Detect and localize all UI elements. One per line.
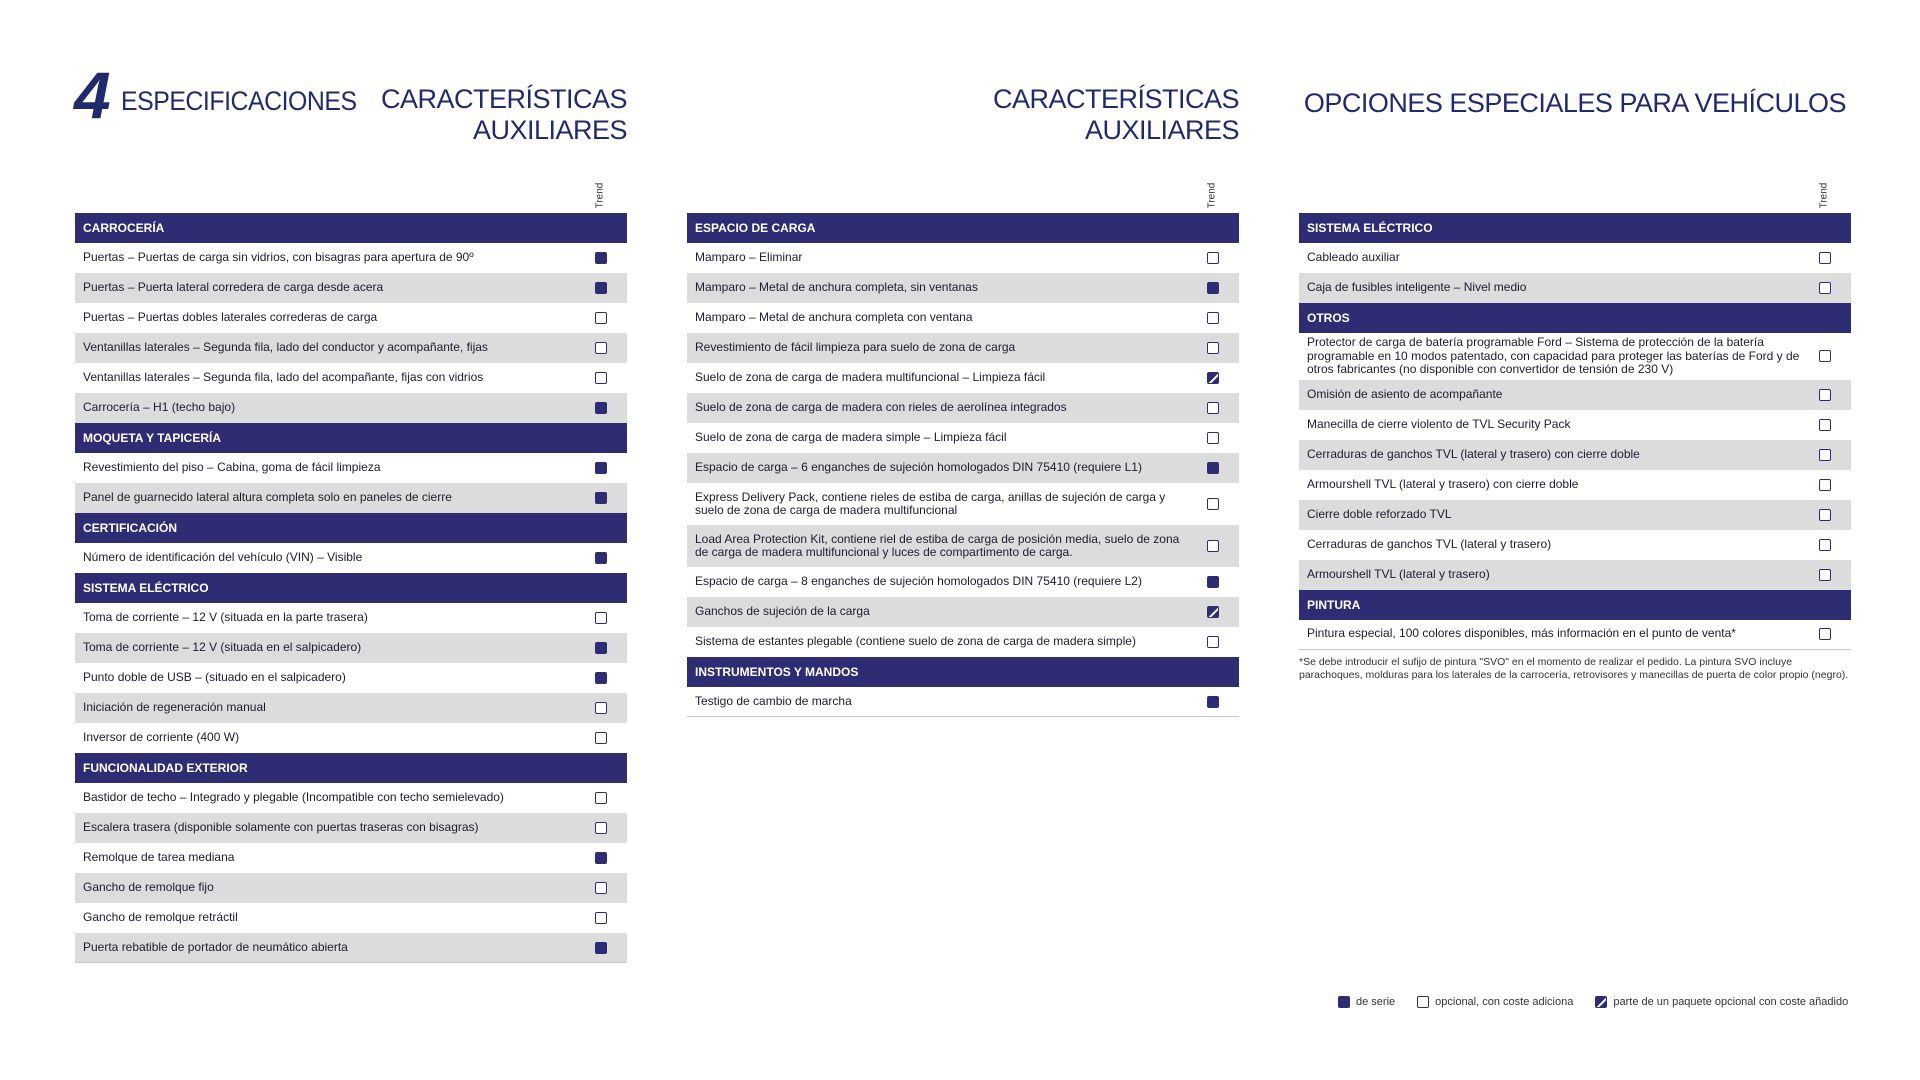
row-label: Cierre doble reforzado TVL xyxy=(1307,506,1452,521)
row-label: Espacio de carga – 8 enganches de sujeción homologados DIN 75410 (requiere L2) xyxy=(695,574,1142,589)
row-label: Load Area Protection Kit, contiene riel de estiba de carga de posición media, suelo de zona de carga de madera multifuncional y luces de compartimento de carga. xyxy=(695,531,1180,559)
table-row xyxy=(687,525,1239,567)
table-row xyxy=(1299,243,1851,273)
table-row xyxy=(687,243,1239,273)
table-row xyxy=(75,873,627,903)
optional-marker-icon xyxy=(1819,479,1831,491)
optional-marker-icon xyxy=(1819,628,1831,640)
column-title: OPCIONES ESPECIALES PARA VEHÍCULOS xyxy=(1303,88,1846,118)
table-row xyxy=(75,393,627,423)
table-row xyxy=(687,333,1239,363)
trend-column-label: Trend xyxy=(1818,182,1830,209)
standard-marker-icon xyxy=(595,942,607,954)
row-label: Carrocería – H1 (techo bajo) xyxy=(83,400,236,415)
standard-marker-icon xyxy=(595,462,607,474)
standard-marker-icon xyxy=(595,282,607,294)
table-row xyxy=(75,333,627,363)
chapter-number: 4 xyxy=(74,58,109,132)
table-row xyxy=(75,723,627,753)
table-row xyxy=(687,597,1239,627)
table-row xyxy=(687,687,1239,717)
row-label: Ganchos de sujeción de la carga xyxy=(695,604,870,619)
standard-marker-icon xyxy=(1207,576,1219,588)
optional-marker-icon xyxy=(1207,402,1219,414)
row-label: Gancho de remolque fijo xyxy=(83,880,214,895)
spec-table xyxy=(1299,213,1851,682)
table-row xyxy=(687,453,1239,483)
standard-marker-icon xyxy=(595,672,607,684)
table-row xyxy=(75,453,627,483)
table-row xyxy=(75,363,627,393)
section-header: FUNCIONALIDAD EXTERIOR xyxy=(75,753,627,783)
row-label: Bastidor de techo – Integrado y plegable (Incompatible con techo semielevado) xyxy=(83,790,504,805)
row-label: Revestimiento de fácil limpieza para suelo de zona de carga xyxy=(695,340,1016,355)
table-row xyxy=(75,903,627,933)
optional-marker-icon xyxy=(595,882,607,894)
optional-marker-icon xyxy=(1207,498,1219,510)
table-row xyxy=(1299,273,1851,303)
table-row xyxy=(75,483,627,513)
row-label: Inversor de corriente (400 W) xyxy=(83,730,240,745)
optional-marker-icon xyxy=(595,612,607,624)
section-header: OTROS xyxy=(1299,303,1851,333)
optional-marker-icon xyxy=(595,372,607,384)
optional-marker-icon xyxy=(1207,540,1219,552)
row-label: Mamparo – Eliminar xyxy=(695,250,803,265)
row-label: Toma de corriente – 12 V (situada en la parte trasera) xyxy=(83,610,368,625)
column-title: CARACTERÍSTICAS AUXILIARES xyxy=(380,84,627,145)
row-label: Protector de carga de batería programable Ford – Sistema de protección de la batería programable en 10 modos patentado, con capacidad para proteger las baterías de Ford y de otros fabricantes (no disponible con convertidor de tensión de 230 V) xyxy=(1307,335,1800,376)
row-label: Ventanillas laterales – Segunda fila, lado del acompañante, fijas con vidrios xyxy=(83,370,484,385)
table-row xyxy=(75,843,627,873)
row-label: Gancho de remolque retráctil xyxy=(83,910,238,925)
row-label: Puerta rebatible de portador de neumático abierta xyxy=(83,939,348,954)
table-row xyxy=(75,603,627,633)
standard-marker-icon xyxy=(595,492,607,504)
row-label: Testigo de cambio de marcha xyxy=(695,693,852,708)
optional-marker-icon xyxy=(595,912,607,924)
optional-marker-icon xyxy=(595,732,607,744)
spec-table xyxy=(687,213,1239,717)
row-label: Suelo de zona de carga de madera simple – Limpieza fácil xyxy=(695,430,1007,445)
standard-marker-icon xyxy=(595,552,607,564)
optional-marker-icon xyxy=(1207,342,1219,354)
table-row xyxy=(1299,380,1851,410)
row-label: Remolque de tarea mediana xyxy=(83,850,235,865)
optional-marker-icon xyxy=(1819,350,1831,362)
row-label: Cerraduras de ganchos TVL (lateral y trasero) xyxy=(1307,536,1552,551)
legend-item-standard: de serie xyxy=(1338,996,1395,1008)
optional-marker-icon xyxy=(1417,996,1429,1008)
table-row xyxy=(75,543,627,573)
row-label: Puertas – Puertas dobles laterales correderas de carga xyxy=(83,310,378,325)
table-row xyxy=(687,393,1239,423)
optional-marker-icon xyxy=(1819,569,1831,581)
standard-marker-icon xyxy=(595,252,607,264)
table-row xyxy=(687,627,1239,657)
row-label: Armourshell TVL (lateral y trasero) xyxy=(1307,566,1490,581)
legend-item-package: parte de un paquete opcional con coste añadido xyxy=(1595,996,1848,1008)
row-label: Espacio de carga – 6 enganches de sujeción homologados DIN 75410 (requiere L1) xyxy=(695,460,1142,475)
row-label: Punto doble de USB – (situado en el salpicadero) xyxy=(83,670,346,685)
table-row xyxy=(1299,620,1851,650)
section-header: SISTEMA ELÉCTRICO xyxy=(1299,213,1851,243)
optional-marker-icon xyxy=(1819,539,1831,551)
optional-marker-icon xyxy=(1207,252,1219,264)
standard-marker-icon xyxy=(1338,996,1350,1008)
row-label: Manecilla de cierre violento de TVL Security Pack xyxy=(1307,416,1571,431)
table-row xyxy=(687,483,1239,525)
legend-item-optional: opcional, con coste adiciona xyxy=(1417,996,1573,1008)
table-row xyxy=(75,633,627,663)
row-label: Suelo de zona de carga de madera multifuncional – Limpieza fácil xyxy=(695,370,1046,385)
table-row xyxy=(1299,470,1851,500)
section-header: PINTURA xyxy=(1299,590,1851,620)
row-label: Ventanillas laterales – Segunda fila, lado del conductor y acompañante, fijas xyxy=(83,340,488,355)
row-label: Suelo de zona de carga de madera con rieles de aerolínea integrados xyxy=(695,400,1067,415)
section-header: ESPACIO DE CARGA xyxy=(687,213,1239,243)
table-row xyxy=(687,303,1239,333)
optional-marker-icon xyxy=(595,702,607,714)
row-label: Toma de corriente – 12 V (situada en el salpicadero) xyxy=(83,640,362,655)
package-marker-icon xyxy=(1595,996,1607,1008)
row-label: Puertas – Puerta lateral corredera de carga desde acera xyxy=(83,280,384,295)
table-row xyxy=(75,663,627,693)
trend-column-label: Trend xyxy=(1206,182,1218,209)
chapter-title: ESPECIFICACIONES xyxy=(120,86,357,116)
table-row xyxy=(75,813,627,843)
optional-marker-icon xyxy=(595,312,607,324)
package-marker-icon xyxy=(1207,606,1219,618)
column-title: CARACTERÍSTICAS AUXILIARES xyxy=(992,84,1239,145)
optional-marker-icon xyxy=(1819,389,1831,401)
row-label: Mamparo – Metal de anchura completa, sin ventanas xyxy=(695,280,978,295)
standard-marker-icon xyxy=(1207,696,1219,708)
optional-marker-icon xyxy=(595,342,607,354)
table-row xyxy=(1299,333,1851,380)
optional-marker-icon xyxy=(595,792,607,804)
table-row xyxy=(1299,440,1851,470)
row-label: Puertas – Puertas de carga sin vidrios, con bisagras para apertura de 90º xyxy=(83,250,474,265)
row-label: Sistema de estantes plegable (contiene suelo de zona de carga de madera simple) xyxy=(695,634,1136,649)
table-row xyxy=(687,363,1239,393)
table-row xyxy=(75,273,627,303)
row-label: Mamparo – Metal de anchura completa con ventana xyxy=(695,310,973,325)
trend-column-label: Trend xyxy=(594,182,606,209)
standard-marker-icon xyxy=(1207,462,1219,474)
table-row xyxy=(1299,410,1851,440)
footnote: *Se debe introducir el sufijo de pintura "SVO" en el momento de realizar el pedido. La pintura SVO incluye parachoques, molduras para los laterales de la carrocería, retrovisores y manecillas de puerta de color propio (negro). xyxy=(1299,655,1849,681)
table-row xyxy=(687,273,1239,303)
optional-marker-icon xyxy=(1819,252,1831,264)
row-label: Cableado auxiliar xyxy=(1307,250,1400,265)
table-row xyxy=(75,243,627,273)
optional-marker-icon xyxy=(1207,312,1219,324)
row-label: Armourshell TVL (lateral y trasero) con cierre doble xyxy=(1307,476,1579,491)
row-label: Iniciación de regeneración manual xyxy=(83,700,266,715)
chapter-heading xyxy=(74,58,377,132)
optional-marker-icon xyxy=(1819,282,1831,294)
table-row xyxy=(75,693,627,723)
optional-marker-icon xyxy=(595,822,607,834)
optional-marker-icon xyxy=(1819,449,1831,461)
standard-marker-icon xyxy=(595,402,607,414)
table-row xyxy=(687,423,1239,453)
spec-table xyxy=(75,213,627,963)
standard-marker-icon xyxy=(595,852,607,864)
row-label: Revestimiento del piso – Cabina, goma de fácil limpieza xyxy=(83,460,381,475)
table-row xyxy=(1299,530,1851,560)
row-label: Panel de guarnecido lateral altura completa solo en paneles de cierre xyxy=(83,490,452,505)
row-label: Caja de fusibles inteligente – Nivel medio xyxy=(1307,280,1527,295)
legend xyxy=(1338,996,1870,1008)
section-header: CERTIFICACIÓN xyxy=(75,513,627,543)
table-row xyxy=(75,933,627,963)
row-label: Omisión de asiento de acompañante xyxy=(1307,386,1503,401)
section-header: CARROCERÍA xyxy=(75,213,627,243)
row-label: Cerraduras de ganchos TVL (lateral y trasero) con cierre doble xyxy=(1307,446,1640,461)
table-row xyxy=(75,783,627,813)
package-marker-icon xyxy=(1207,372,1219,384)
table-row xyxy=(75,303,627,333)
section-header: INSTRUMENTOS Y MANDOS xyxy=(687,657,1239,687)
table-row xyxy=(687,567,1239,597)
row-label: Express Delivery Pack, contiene rieles de estiba de carga, anillas de sujeción de carga y suelo de zona de carga de madera multifuncional xyxy=(695,489,1166,517)
section-header: MOQUETA Y TAPICERÍA xyxy=(75,423,627,453)
standard-marker-icon xyxy=(1207,282,1219,294)
standard-marker-icon xyxy=(595,642,607,654)
optional-marker-icon xyxy=(1819,509,1831,521)
table-row xyxy=(1299,500,1851,530)
optional-marker-icon xyxy=(1819,419,1831,431)
section-header: SISTEMA ELÉCTRICO xyxy=(75,573,627,603)
row-label: Escalera trasera (disponible solamente con puertas traseras con bisagras) xyxy=(83,820,479,835)
optional-marker-icon xyxy=(1207,432,1219,444)
table-row xyxy=(1299,560,1851,590)
row-label: Pintura especial, 100 colores disponibles, más información en el punto de venta* xyxy=(1307,626,1736,641)
row-label: Número de identificación del vehículo (VIN) – Visible xyxy=(83,550,363,565)
optional-marker-icon xyxy=(1207,636,1219,648)
